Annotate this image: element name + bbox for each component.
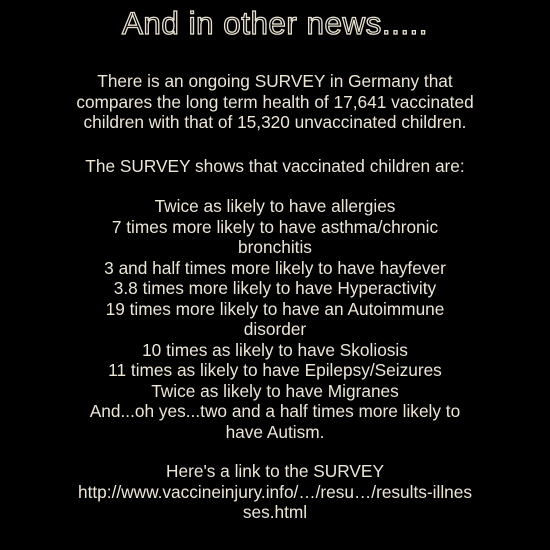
finding-line: bronchitis — [238, 237, 312, 257]
finding-line: have Autism. — [225, 421, 325, 442]
finding-line: Twice as likely to have allergies — [154, 196, 396, 216]
survey-url-line: http://www.vaccineinjury.info/…/resu…/results-illnes — [77, 481, 473, 502]
headline-title: And in other news..... — [121, 6, 429, 41]
finding-line: 3 and half times more likely to have hayfever — [104, 257, 446, 278]
finding-line: 7 times more likely to have asthma/chronic — [111, 216, 439, 237]
finding-line: Twice as likely to have Migranes — [151, 380, 399, 401]
findings-list — [0, 196, 550, 442]
intro-line: children with that of 15,320 unvaccinated children. — [83, 112, 467, 132]
finding-line: 10 times as likely to have Skoliosis — [142, 339, 408, 360]
survey-url-line: ses.html — [242, 502, 308, 522]
intro-line: compares the long term health of 17,641 vaccinated — [76, 91, 474, 112]
finding-line: 11 times as likely to have Epilepsy/Seizures — [108, 360, 442, 380]
finding-line: 19 times more likely to have an Autoimmune — [105, 298, 445, 319]
link-intro-line: Here's a link to the SURVEY — [166, 461, 384, 481]
finding-line: And...oh yes...two and a half times more likely to — [89, 401, 461, 421]
survey-link-paragraph — [0, 461, 550, 523]
survey-shows-paragraph — [0, 156, 550, 177]
intro-paragraph — [0, 71, 550, 133]
survey-shows-line: The SURVEY shows that vaccinated children are: — [85, 156, 465, 176]
intro-line: There is an ongoing SURVEY in Germany that — [97, 71, 453, 91]
finding-line: 3.8 times more likely to have Hyperactivity — [113, 278, 437, 298]
finding-line: disorder — [243, 319, 307, 339]
